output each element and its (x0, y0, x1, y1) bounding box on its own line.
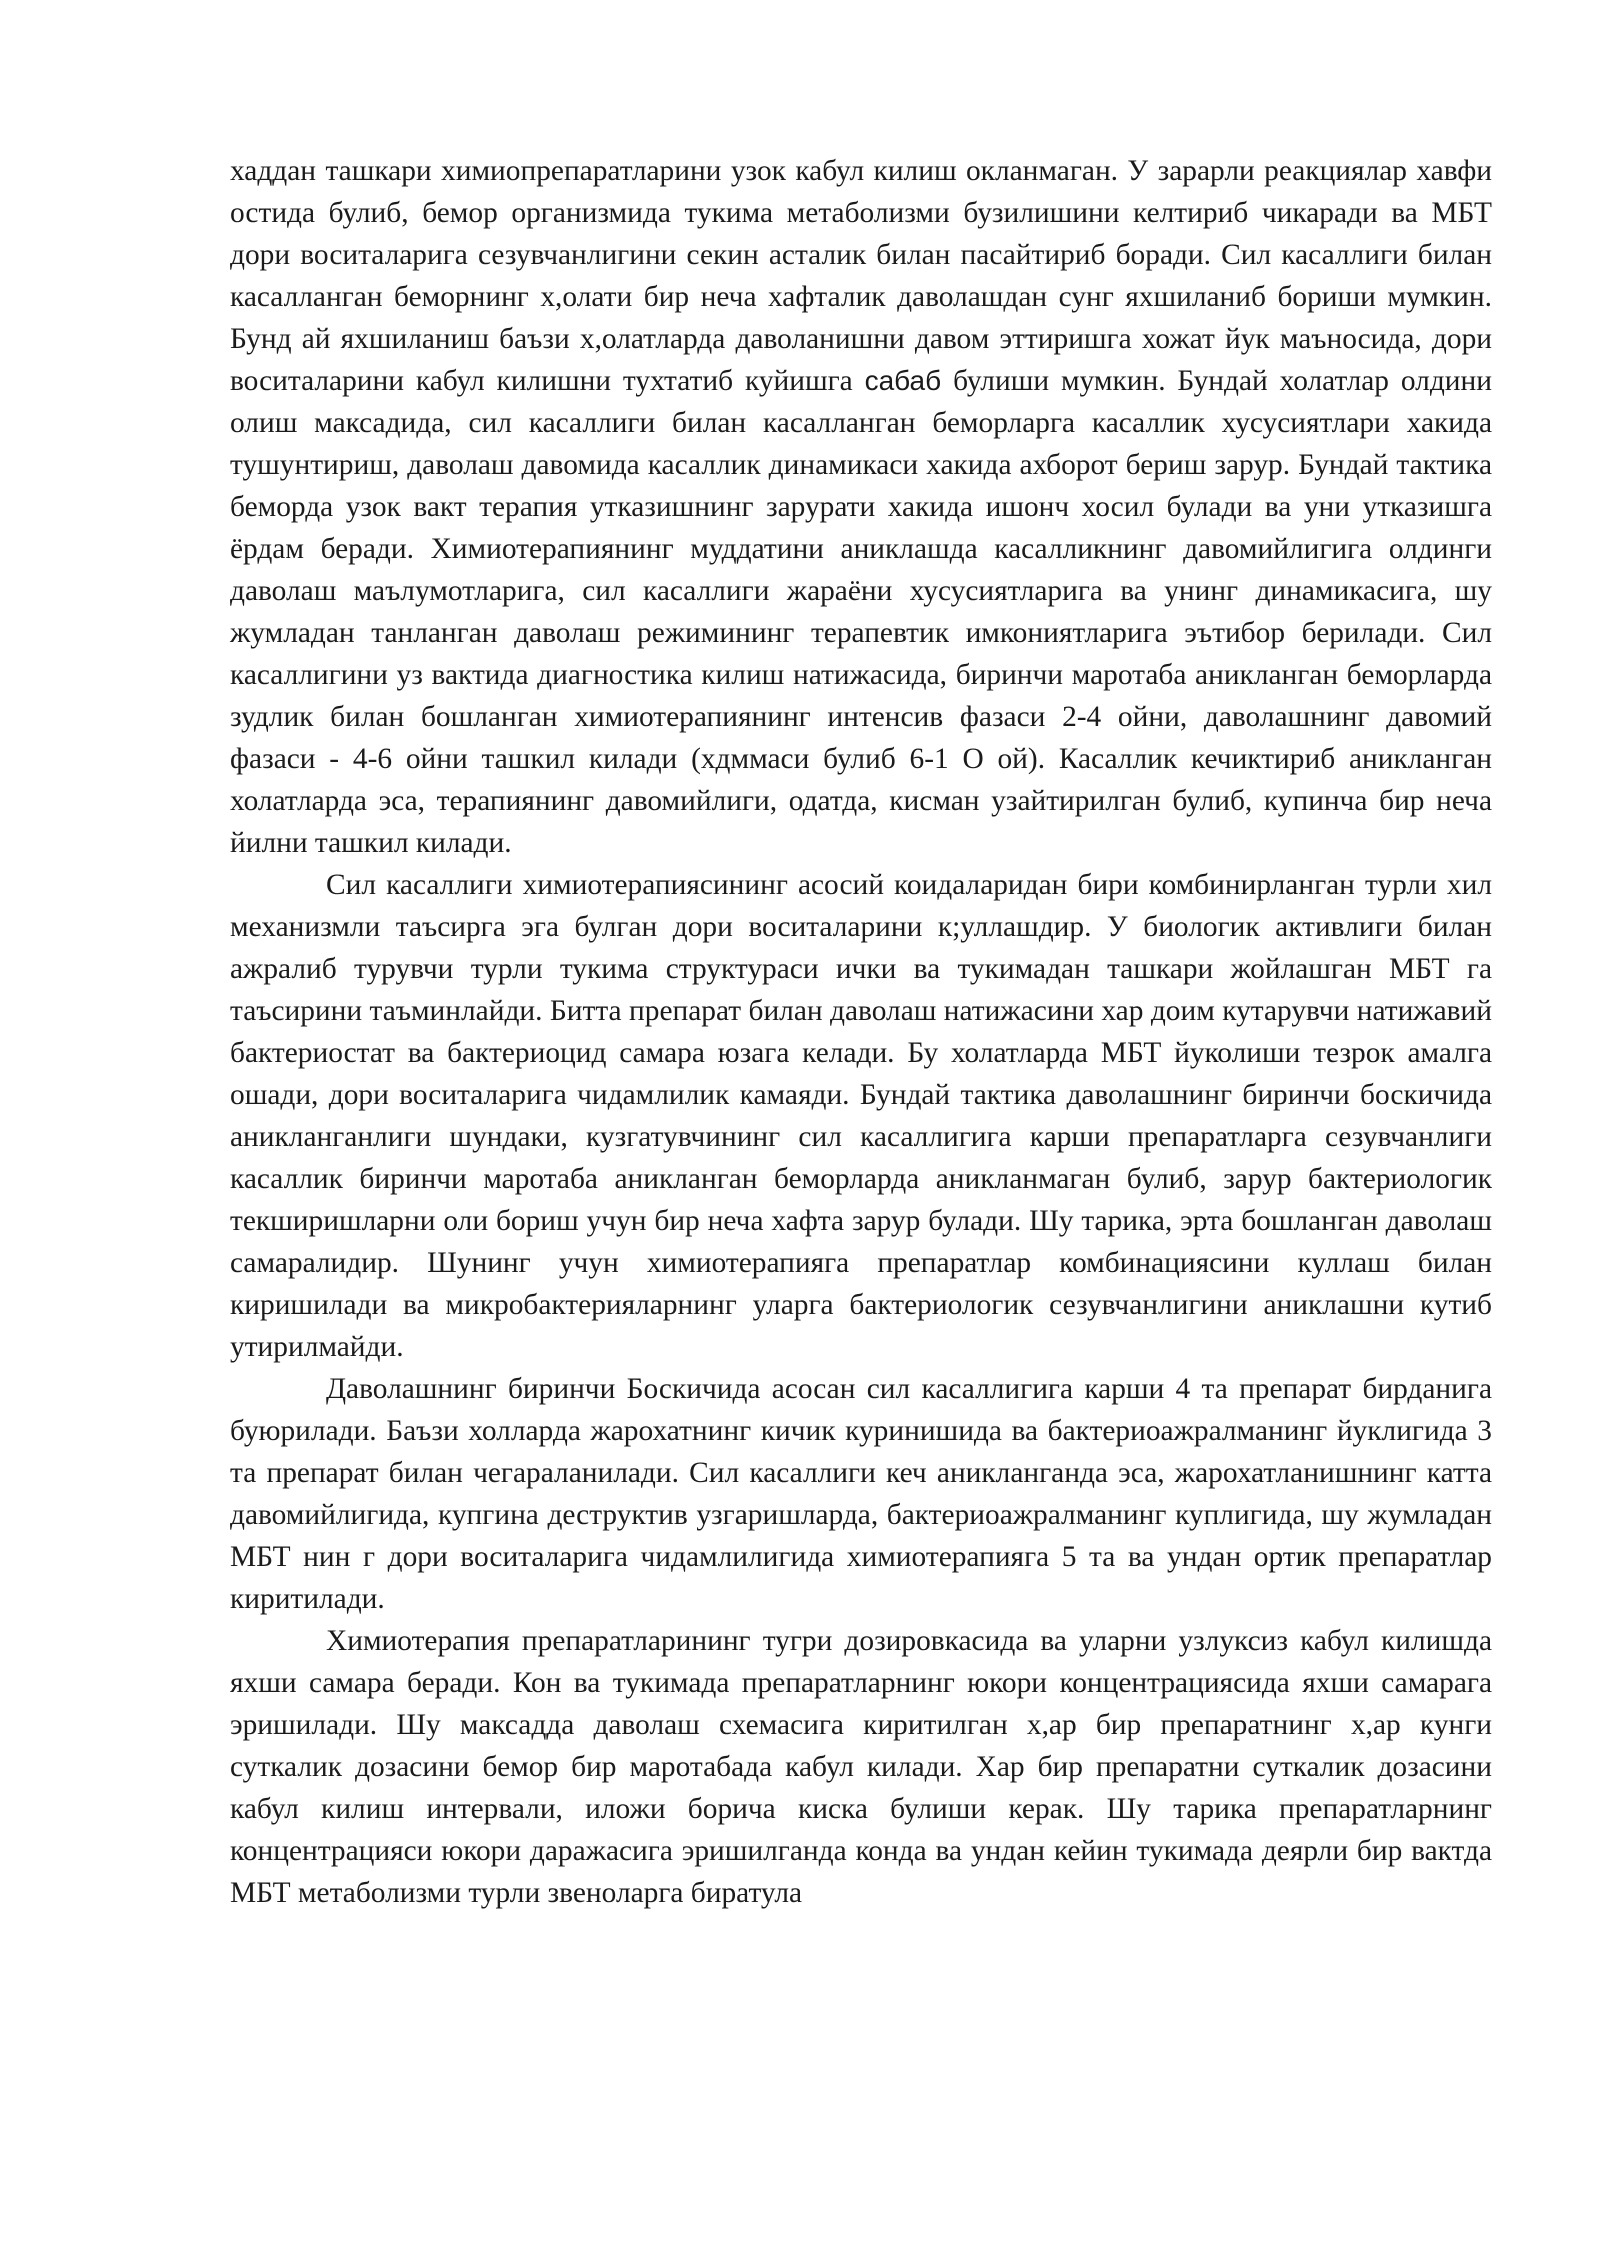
document-body (230, 150, 1492, 1914)
paragraph-3 (230, 1368, 1492, 1620)
paragraph-3-text: Даволашнинг биринчи Боскичида асосан сил касаллигига карши 4 та препарат бирданига буюрилади. Баъзи холларда жарохатнинг кичик куринишида ва бактериоажралманинг йуклигида 3 та препарат билан чегараланилади. Сил касаллиги кеч аникланганда эса, жарохатланишнинг катта давомийлигида, купгина деструктив узгаришларда, бактериоажралманинг куплигида, шу жумладан МБТ нин г дори воситаларига чидамлилигида химиотерапияга 5 та ва ундан ортик препаратлар киритилади. (230, 1373, 1492, 1615)
paragraph-4 (230, 1620, 1492, 1914)
paragraph-1-text-b: булиши мумкин. Бундай холатлар олдини олиш максадида, сил касаллиги билан касалланган беморларга касаллик хусусиятлари хакида тушунтириш, даволаш давомида касаллик динамикаси хакида ахборот бериш зарур. Бундай тактика беморда узок вакт терапия утказишнинг зарурати хакида ишонч хосил булади ва уни утказишга ёрдам беради. Химиотерапиянинг муддатини аниклашда касалликнинг давомийлигига олдинги даволаш маълумотларига, сил касаллиги жараёни хусусиятларига ва унинг динамикасига, шу жумладан танланган даволаш режимининг терапевтик имкониятларига эътибор берилади. Сил касаллигини уз вактида диагностика килиш натижасида, биринчи маротаба аникланган беморларда зудлик билан бошланган химиотерапиянинг интенсив фазаси 2-4 ойни, даволашнинг давомий фазаси - 4-6 ойни ташкил килади (хдммаси булиб 6-1 О ой). Касаллик кечиктириб аникланган холатларда эса, терапиянинг давомийлиги, одатда, кисман узайтирилган булиб, купинча бир неча йилни ташкил килади. (230, 365, 1492, 859)
paragraph-1-sans-word: сабаб (864, 365, 942, 396)
paragraph-1-text-a: хаддан ташкари химиопрепаратларини узок кабул килиш окланмаган. У зарарли реакциялар хавфи остида булиб, бемор организмида тукима метаболизми бузилишини келтириб чикаради ва МБТ дори воситаларига сезувчанлигини секин асталик билан пасайтириб боради. Сил касаллиги билан касалланган беморнинг х,олати бир неча хафталик даволашдан сунг яхшиланиб бориши мумкин. Бунд ай яхшиланиш баъзи х,олатларда даволанишни давом эттиришга хожат йук маъносида, дори воситаларини кабул килишни тухтатиб куйишга (230, 155, 1492, 397)
paragraph-2-text: Сил касаллиги химиотерапиясининг асосий коидаларидан бири комбинирланган турли хил механизмли таъсирга эга булган дори воситаларини к;уллашдир. У биологик активлиги билан ажралиб турувчи турли тукима структураси ички ва тукимадан ташкари жойлашган МБТ га таъсирини таъминлайди. Битта препарат билан даволаш натижасини хар доим кутарувчи натижавий бактериостат ва бактериоцид самара юзага келади. Бу холатларда МБТ йуколиши тезрок амалга ошади, дори воситаларига чидамлилик камаяди. Бундай тактика даволашнинг биринчи боскичида аникланганлиги шундаки, кузгатувчининг сил касаллигига карши препаратларга сезувчанлиги касаллик биринчи маротаба аникланган беморларда аникланмаган булиб, зарур бактериологик текширишларни оли бориш учун бир неча хафта зарур булади. Шу тарика, эрта бошланган даволаш самаралидир. Шунинг учун химиотерапияга препаратлар комбинациясини куллаш билан киришилади ва микробактерияларнинг уларга бактериологик сезувчанлигини аниклашни кутиб утирилмайди. (230, 869, 1492, 1363)
paragraph-4-text: Химиотерапия препаратларининг тугри дозировкасида ва уларни узлуксиз кабул килишда яхши самара беради. Кон ва тукимада препаратларнинг юкори концентрациясида яхши самарага эришилади. Шу максадда даволаш схемасига киритилган х,ар бир препаратнинг х,ар кунги суткалик дозасини бемор бир маротабада кабул килади. Хар бир препаратни суткалик дозасини кабул килиш интервали, иложи борича киска булиши керак. Шу тарика препаратларнинг концентрацияси юкори даражасига эришилганда конда ва ундан кейин тукимада деярли бир вактда МБТ метаболизми турли звеноларга биратула (230, 1625, 1492, 1909)
paragraph-1 (230, 150, 1492, 864)
paragraph-2 (230, 864, 1492, 1368)
